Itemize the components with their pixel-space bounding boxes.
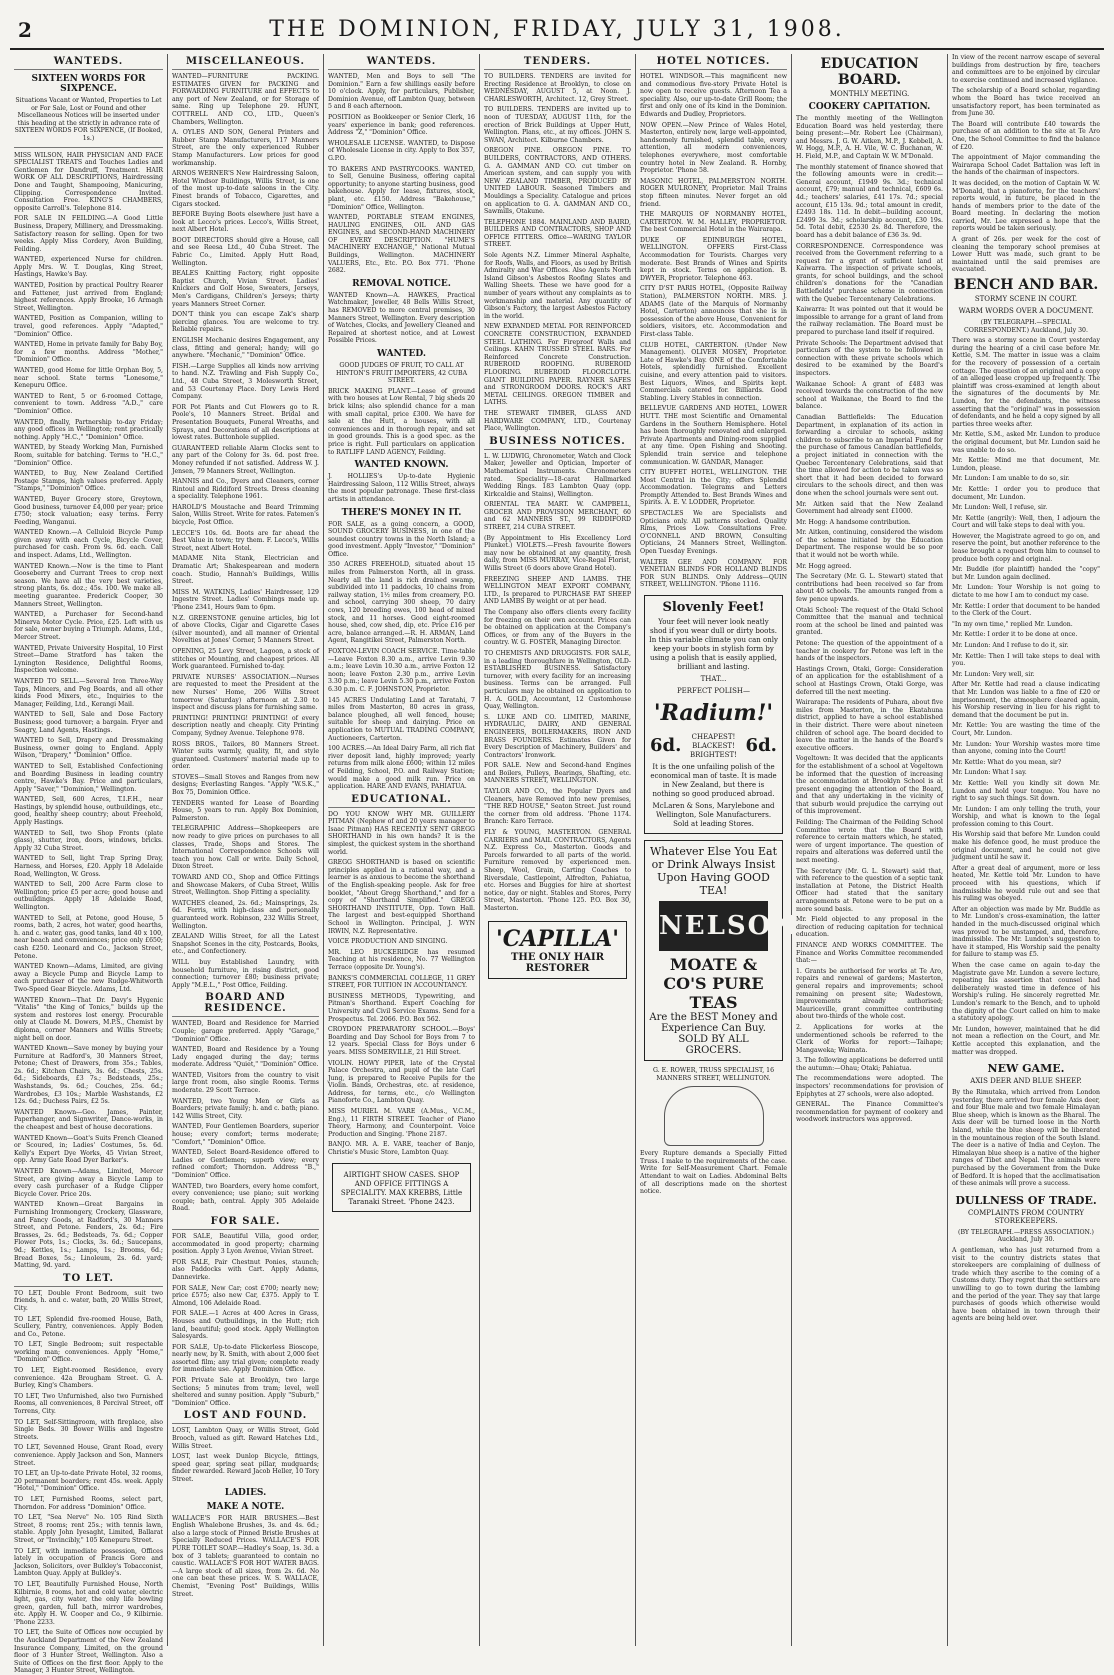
article-body [952, 54, 1100, 274]
article-headline: EDUCATION BOARD. [820, 56, 919, 88]
article-paragraph: His Worship said that before Mr. Lundon could make his defence good, he must produce the original document, and he could not give judgment until he saw it. [952, 831, 1100, 862]
classified-ad: FOR SALE, Pair Chestnut Ponies, staunch; also Paddocks with Cart. Apply Adams, Dannevirke. [172, 1258, 319, 1281]
classified-ad: FOR SALE, as a going concern, a GOOD, SOUND GROCERY BUSINESS, in one of the soundest country towns in the North Island; a good investment. Apply "Investor," "Dominion" Office. [328, 520, 475, 558]
advert-text: SOLD BY ALL GROCERS. [678, 1034, 749, 1056]
classified-ad: FOR SALE.—1 Acres at 400 Acres in Grass, Houses and Outbuildings, in the Hutt; rich land, beautiful; good stock. Apply Wellington Salesyards. [172, 1310, 319, 1341]
ad-text: GOOD JUDGES OF FRUIT, TO CALL AT HINTON'S FRUIT IMPORTERS, 42 CUBA STREET. [335, 362, 468, 385]
article-paragraph: 2. Applications for works at the undermentioned schools be referred to the Clerk of Works for report:—Taihape; Mangaweka; Waimata. [796, 1023, 943, 1054]
dateline: (BY TELEGRAPH.—SPECIAL CORRESPONDENT.) Auckland, July 30. [964, 319, 1088, 334]
article-paragraph: FINANCE AND WORKS COMMITTEE. The Finance and Works Committee recommended that:— [796, 941, 943, 965]
classified-ad: TO LET, Two Unfurnished, also two Furnished Rooms, all conveniences, 8 Percival Street, off Torrens, City. [14, 1392, 163, 1416]
section-heading: WANTEDS. [14, 56, 163, 70]
article-paragraph: Private Schools: The Department advised that particulars of the system to be followed in connection with these private schools which desired to be examined by the Board's inspectors. [796, 339, 943, 377]
classified-ad: POSITION as Bookkeeper or Senior Clerk, 16 years' experience in bank; good references. Address "Z," "Dominion" Office. [328, 113, 475, 137]
classified-ad: STOVES—Small Stoves and Ranges from new designs; Everlasting Ranges. "Apply "W.S.K.," Box 75, Dominion Office. [172, 773, 319, 797]
article-paragraph: Otaki School: The request of the Otaki School Committee that the manual and technical room at the school be lined and painted was granted. [796, 606, 943, 637]
column-miscellaneous [168, 54, 324, 1646]
classified-ad: WANTED, a Purchaser for Second-hand Minerva Motor Cycle. Price, £25. Left with us for sale, owner buying a Triumph. Adams, Ltd., Mercer Street. [14, 611, 163, 641]
article-paragraph: Mr. Hogg agreed. [796, 562, 852, 570]
radium-logo: 'Radium!' [653, 700, 774, 726]
column-hotels [636, 54, 799, 1646]
classified-ad: FOR SALE. New and Second-hand Engines and Boilers, Pulleys, Bearings, Shafting, etc. MANNERS STREET, WELLINGTON. [484, 762, 631, 785]
classified-ad: TO LET, Single Bedroom; suit respectable working man; conveniences. Apply "Home," "Dominion" Office. [14, 1341, 163, 1364]
classified-ad: BELLEVUE GARDENS AND HOTEL, LOWER HUTT. THE most Scientific and Ornamental Gardens in the Southern Hemisphere. Hotel has been thoroughly renovated and enlarged. Private Apartments and Dining-room supplied at any time. Open Fishing and Shooting. Splendid train service and telephone communication. W. GANDAR, Manager. [640, 405, 787, 466]
article-paragraph: Feilding: The Chairman of the Feilding School Committee wrote that the Board with reference to certain matters which, he stated, were of urgent importance. The question of repairs and alterations was deferred until the next meeting. [796, 819, 943, 865]
classified-ad: FOR SALE, Up-to-date Flickerless Bioscope, nearly new, by R. Smith, with about 2,000 feet assorted film; any trial given; complete ready for immediate use. Apply Dominion Office. [172, 1343, 319, 1374]
classified-ad: WANTED to Sell, at Petone, good House, 5 rooms, bath, 2 acres, hot water, good hearths, h. and c. water, gas, good tanks, land 40 x 100, near beach and conveniences; price only £650; cash £250. Leonard and Co., Jackson Street, Petone. [14, 914, 163, 960]
classified-ad: WANTED Known—Goat's Suits French Cleaned or Scoured, in; Ladies' Costumes, 5s. 6d. Kelly's Expert Dye Works, 45 Vivian Street, opp. Army Gate Road Dyer Barker's. [14, 1134, 163, 1165]
classified-ad: WANTED to Rent, 5 or 6-roomed Cottage, convenient to town. Address "A.D.," care "Dominion" Office. [14, 392, 163, 415]
classified-ad: FOR SALE, Beautiful Villa, good order, accommodated in good property; charming position. Apply 3 Lyon Avenue, Vivian Street. [172, 1232, 319, 1256]
classified-ad: WHOLESALE LICENSE. WANTED, to Dispose of Wholesale License in city. Apply to Box 357, G.P.O. [328, 139, 475, 162]
classified-ad: WANTED Known—Adams, Limited, Mercer Street, are giving away a Bicycle Lamp to every cash purchaser of a Rudge Clipper Bicycle Cover. Price 20s. [14, 1168, 163, 1198]
article-paragraph: Wairarapa: The residents of Puhara, about five miles from Masterton, in the Ekatahuna district, applied to have a school established in their district. There were about nineteen children of school age. The board decided to leave the matter in the hands of the Board's executive officers. [796, 699, 943, 752]
dateline: (BY TELEGRAPH.—PRESS ASSOCIATION.) Auckland, July 30. [958, 1228, 1094, 1244]
page-number: 2 [18, 18, 32, 42]
capilla-tagline: THE ONLY HAIR RESTORER [510, 951, 605, 974]
classified-ad: WANTED—FURNITURE PACKING. ESTIMATES GIVEN for PACKING and FORWARDING FURNITURE and EFFECTS to any port of New Zealand, or for Storage of same. Ring up Telephone 29. HUNT, COTTRELL AND CO., LTD., Queen's Chambers, Wellington. [172, 73, 319, 126]
article-paragraph: "In my own time," replied Mr. Lundon. [952, 620, 1073, 628]
article-body [952, 337, 1100, 1056]
ad-list [172, 73, 319, 989]
section-heading: EDUCATIONAL. [328, 794, 475, 808]
classified-ad: TO LET, Sevenned House, Grant Road, every convenience. Apply Jackson and Son, Manners Street. [14, 1444, 163, 1467]
advert-headline: Whatever Else You Eat or Drink Always Insist Upon Having GOOD TEA! [649, 845, 778, 897]
classified-ad: LOST, Lambton Quay, or Willis Street, Gold Brooch, valued as gift. Reward Hatches Ltd., Willis Street. [172, 1427, 319, 1450]
masthead [10, 14, 1104, 50]
classified-ad: MR. LEO BUCKERIDGE has resumed Teaching at his residence, No. 77 Wellington Terrace (opposite Dr. Young's). [328, 948, 475, 971]
article-paragraph: Mr. Lundon: Well, I refuse, sir. [952, 504, 1048, 512]
classified-ad: 145 ACRES Undulating Land at Taratahi, 7 miles from Masterton, 80 acres in grass, balance ploughed, all well fenced, house; suitable for sheep and dairying. Price on application to MUTUAL TRADING COMPANY, Auctioneers, Carterton. [328, 696, 475, 742]
classified-ad: FOXTON-LEVIN COACH SERVICE. Time-table—Leave Foxton 8.30 a.m., arrive Levin 9.30 a.m.; leave Levin 10.30 a.m., arrive Foxton 12 noon; leave Foxton 2.30 p.m., arrive Levin 3.30 p.m.; leave Levin 5.30 p.m., arrive Foxton 6.30 p.m. C. F. JOHNSTON, Proprietor. [328, 648, 475, 693]
classified-ad: 350 ACRES FREEHOLD, situated about 15 miles from Palmerston North, all in grass. Nearly all the land is rich drained swamp, subdivided into 11 paddocks, 10 chains from railway station, 1½ miles from creamery, P.O. and school, carrying 300 sheep, 70 dairy cows, 120 breeding ewes, 100 head of mixed stock, and 11 horses. Good eight-roomed house, shed, cow shed, dip, etc. Price £16 per acre, balance arranged.—R. H. ARMAN, Land Agent, Rangitikei Street, Palmerston North. [328, 561, 475, 645]
classified-ad: TENDERS wanted for Lease of Boarding House, 5 years to run. Apply Box Dominion, Palmerston. [172, 799, 319, 822]
article-paragraph: Mr. Lundon: And I refuse to do it, sir. [952, 642, 1069, 649]
ad-text: WALLACE'S FOR HAIR BRUSHES.—Best English Whalebone Brushes, 3s. and 4s. 6d.; also a large stock of Pinned Bristle Brushes at Specially Reduced Prices. WALLACE'S FOR PURE TOILET SOAP.—Hadley's Soap, 1s. 3d. a box of 3 tablets; guaranteed to contain no caustic. WALLACE'S FOR HOT WATER BAGS.—A large stock of all sizes, from 2s. 6d. No one can beat these prices. W. S. WALLACE, Chemist, "Evening Post" Buildings, Willis Street. [172, 1514, 319, 1598]
classified-ad: Sole Agents N.Z. Limmer Mineral Asphalte, for Roofs, Walls, and Floors, as used by British Admiralty and War Offices. Also Agents North Island Gibson's Asbestos Roofing Slates and Walling Sheets. These we have good for a number of years without any complaints as to workmanship and material. Any quantity of Gibson's Factory, the largest Asbestos Factory in the world. [484, 252, 631, 320]
article-paragraph: Mr. Lundon: What I say. [952, 769, 1027, 777]
classified-ad: DON'T think you can escape Zak's sharp piercing glances. You are welcome to try. Reliable repairs. [172, 311, 319, 334]
ad-list [640, 73, 787, 589]
article-paragraph: Vogeltown: It was decided that the applicants for the establishment of a school at Vogeltown be informed that the question of increasing the accommodation at Brooklyn School is at present engaging the attention of the Board, and that any undertaking in the vicinity of that suburb would prejudice the carrying out of this improvement. [796, 755, 943, 816]
classified-ad: PRIVATE NURSES' ASSOCIATION.—Nurses are requested to meet the President at the new Nurses' Home, 206 Willis Street tomorrow (Saturday) afternoon at 2.30 to inspect and discuss plans for furnishing same. [172, 673, 319, 712]
classified-ad: BEALES Knitting Factory, right opposite Baptist Church, Vivian Street. Ladies' Knickers and Golf Hose, Sweaters, Jerseys, Men's Cardigans, Children's Jerseys; thirty years Manners Street Corner. [172, 270, 319, 308]
ad-list [328, 811, 475, 1157]
advert-text: AIRTIGHT SHOW CASES. SHOP AND OFFICE FITTINGS A SPECIALITY. MAX KREBBS, Little Taranaki Street. 'Phone 2423. [340, 1170, 463, 1206]
classified-ad: CITY BUFFET HOTEL, WELLINGTON. THE Most Central in the City; offers Splendid Accommodation. Telegrams and Letters Promptly Attended to. Best Brands Wines and Spirits. A. E. V. LODDER, Proprietor. [640, 469, 787, 507]
subheading: COOKERY CAPITATION. [808, 102, 931, 112]
column-education-board [792, 54, 948, 1646]
classified-ad: HANNIS and Co., Dyers and Cleaners, corner Rintoul and Riddiford Streets. Dress cleaning a speciality. Telephone 1961. [172, 478, 319, 501]
classified-ad: TO LET, Splendid five-roomed House, Bath, Scullery, Pantry, conveniences. Apply Boden and Co., Petone. [14, 1315, 163, 1338]
radium-advert [644, 595, 783, 834]
classified-ad: BUSINESS METHODS, Typewriting, and Pitman's Shorthand. Expert Coaching for University and Civil Service Exams. Send for a Prospectus. Tel. 2066. P.O. Box 562. [328, 992, 475, 1023]
article-paragraph: Mr. Kettle: Well you kindly sit down Mr. Lundon and hold your tongue. You have no right to say such things. Sit down. [952, 779, 1100, 803]
classified-ad: MISS WILSON, HAIR PHYSICIAN AND FACE SPECIALIST TREATS and Touches Ladies and Gentlemen for Dandruff, Treatment. HAIR WORK OF ALL DESCRIPTIONS, Hairdressing Done and Taught, Shampooing, Manicuring, Clipping. Correspondence Invited. Consultation Free. KING'S CHAMBERS, opposite Carroll's. Telephone 814. [14, 151, 163, 212]
column-bench-and-bar [948, 54, 1104, 1646]
article-paragraph: After a great deal of argument, more or less heated, Mr. Kettle told Mr. Lundon to have proceed with his questions, which if inadmissible he would rule out and see that his ruling was obeyed. [952, 864, 1100, 903]
article-paragraph: A grant of 26s. per week for the cost of cleaning the temporary school premises at Lower Hutt was made, such grant to be maintained until the said premises are evacuated. [952, 236, 1100, 274]
article-paragraph: Mr. Kettle: You are wasting the time of the Court, Mr. Lundon. [952, 722, 1100, 737]
article-paragraph: The Secretary (Mr. G. L. Stewart) said that, with reference to the question of a septic tank installation at Petone, the District Health Officer had stated that the sanitary arrangements at Petone were to be put on a more sound basis. [796, 867, 943, 913]
classified-ad: ENGLISH Mechanic desires Engagement, any class, fitting and general; handy; will go anywhere. "Mechanic," "Dominion" Office. [172, 337, 319, 360]
classified-ad: LECCE'S 10s. 6d. Boots are far ahead the Best Value in town; try them. F. Lecce's, Willis Street, next Albert Hotel. [172, 529, 319, 552]
classified-ad: WANTED Known—Adams, Limited, are giving away a Bicycle Pump and Bicycle Lamp to each purchaser of the new Rudge-Whitworth Two-Speed Gear Bicycle. Adams, Ltd. [14, 963, 163, 993]
subheading: MAKE A NOTE. [206, 1501, 285, 1512]
classified-ad: VOICE PRODUCTION AND SINGING. [328, 938, 448, 946]
newspaper-title: THE DOMINION, FRIDAY, JULY 31, 1908. [269, 17, 845, 42]
classified-ad: THE STEWART TIMBER, GLASS AND HARDWARE COMPANY, LTD., Courtenay Place, Wellington. [484, 409, 631, 433]
classified-ad: GUARANTEED reliable Alarm Clocks sent to any part of the Colony for 3s. 6d. post free. Money refunded if not satisfied. Address W. J. Jensen, 79 Manners Street, Wellington. [172, 444, 319, 475]
advert-headline: Slovenly Feet! [662, 600, 765, 615]
classified-ad: The Company also offers clients every facility for freezing on their own account. Prices can be obtained on application at the Company's Offices, or from any of the Buyers in the country. W. G. FOSTER, Managing Director. [484, 609, 631, 647]
classified-ad: FLY & YOUNG, MASTERTON. GENERAL CARRIERS and MAIL CONTRACTORS, Agents N.Z. Express Co., Masterton. Goods and Parcels forwarded to all parts of the world. Furniture removed by experienced men. Sheep, Wool, Grain, Carting Coaches to Riversdale, Castlepoint, Alfredton, Pahiatua, etc. Horses and Buggies for hire at shortest notice, day or night. Stables and Stores, Perry Street, Masterton. 'Phone 125. P.O. Box 30, Masterton. [484, 829, 631, 912]
classified-ad: WANTED, two Young Men or Girls as Boarders; private family; h. and c. bath; piano. 142 Willis Street, City. [172, 1097, 319, 1120]
article-paragraph: Mr. Kettle: I order it to be done at once. [952, 631, 1078, 639]
classified-ad: LOST, last week Dunlop Bicycle, fittings, speed gear, spring seat pillar, mudguards; finder rewarded. Reward Jacob Heller, 10 Tory Street. [172, 1453, 319, 1483]
classified-ad: WANTED, Position as Companion, willing to travel, good references. Apply "Adapted," "Dominion" Office. [14, 315, 163, 338]
classified-ad: WALTER GEE AND COMPANY. FOR VENETIAN BLINDS FOR HOLLAND BLINDS FOR SUN BLINDS. Only Address—QUIN STREET, WELLINGTON. 'Phone 1116. [640, 558, 787, 589]
classified-ad: 100 ACRES.—An Ideal Dairy Farm, all rich flat river deposit land, highly improved; yearly returns from milk alone £600; within 12 miles of Feilding, School, P.O. and Railway Station; would make a good milk run. Price on application. HARE AND EVANS, PAHIATUA. [328, 745, 475, 791]
ad-text: J. HOLLIES's Up-to-date Hygienic Hairdressing Saloon, 112 Willis Street, always the most popular patronage. These first-class artists in attendance. [328, 473, 475, 503]
classified-ad: TO LET, Furnished Rooms, select part, Thorndon. For address "Dominion" Office. [14, 1495, 163, 1511]
classified-ad: BANKS'S COMMERCIAL COLLEGE, 11 GREY STREET, FOR TUITION IN ACCOUNTANCY. [328, 974, 475, 990]
ad-list [14, 152, 163, 1270]
section-heading: BUSINESS NOTICES. [484, 436, 631, 450]
advert-text: Your feet will never look neatly shod if you wear dull or dirty boots. In this variable climate you can only keep your boots in stylish form by using a polish that is easily applied, brilliant and lasting. [649, 618, 778, 671]
classified-ad: MISS M. WATKINS, Ladies' Hairdresser, 129 Ingestre Street. Ladies' Combings made up. 'Phone 2341, Hours 9am to 6pm. [172, 588, 319, 611]
classified-ad: TELEGRAPHIC Address—Shopkeepers are now ready to give prices on purchases to all classes, Trade, Shops and Stores. The International Correspondence Schools will teach you how. Call or write. Daily School, Dixon Street. [172, 825, 319, 871]
column-wanteds [10, 54, 168, 1675]
classified-ad: WANTED, Sell, 600 Acres, T.I.F.H., near Hastings, by splendid house, outbuildings, etc., good, healthy sheep country; about Freehold, Apply Hastings. [14, 796, 163, 827]
classified-ad: NEW EXPANDED METAL FOR REINFORCED CONCRETE CONSTRUCTION, EXPANDED STEEL LATHING. For Fireproof Walls and Ceilings. KAHN TRUSSED STEEL BARS. For Reinforced Concrete Construction. RUBEROID ROOFING. RUBEROID FLOORING. RUBEROID FLOORCLOTH. GIANT BUILDING PAPER. RAYNER SAFES and STRONGROOM DOORS. ROCK'S ART METAL CEILINGS. OREGON TIMBER and LATHS. [484, 323, 631, 407]
article-paragraph: 3. The following applications be deferred until the autumn:—Ohau; Otaki; Pahiatua. [796, 1057, 943, 1072]
article-headline: DULLNESS OF TRADE. [955, 1193, 1097, 1207]
classified-ad: WANTED to Sell, Sale and Dose Factory Business; good turnover; a bargain. Fryer and Seagry, Land Agents, Hastings. [14, 711, 163, 734]
classified-ad: MADAME Nita Stank, Electrician and Dramatic Art; Shakespearean and modern coach. Studio, Hannah's Buildings, Willis Street. [172, 555, 319, 586]
nelson-tea-advert [644, 840, 799, 1061]
article-paragraph: Hastings Crown, Otaki, Gorge: Consideration of an application for the establishment of a school at Hastings Crown, Otaki Gorge, was deferred till the next meeting. [796, 665, 943, 696]
advert-text: McLaren & Sons, Marylebone and Wellington, Sole Manufacturers. Sold at leading Stores. [652, 802, 775, 828]
advert-text: MOATE & CO'S PURE TEAS [663, 955, 764, 1012]
ad-text: Every Rupture demands a Specially Fitted Truss. I make to the requirements of the case. Write for Self-Measurement Chart. Female Attendant to wait on Ladies. Abdominal Belts of all descriptions made on the shortest notice. [640, 1150, 787, 1196]
classified-ad: WANTED Known.—Now is the time to Plant Gooseberry and Currant Trees to crop next season. We have all the very best varieties, strong plants, 6s. doz.; 45s. 100. We make all-meeting guarantee. Frederick Cooper, 30 Manners Street, Wellington. [14, 562, 163, 608]
classified-ad: FOR SALE, New Car; cost £700; nearly new; price £575; also new Car, £375. Apply to T. Almond, 106 Adelaide Road. [172, 1284, 319, 1307]
classified-ad: WANTED TO SELL.—Several Iron Three-Way Taps, Mincers, and Peg Boards, and all other kinds Food Mixers, etc., Inquiries to the Manager, Feilding, Ltd., Kerangi Mail. [14, 677, 163, 708]
nelson-logo: NELSON [659, 901, 768, 951]
classified-ad: WANTED, finally, Partnership to-day Friday; any good offices in Wellington; rent practically nothing. Apply "H.C.," "Dominion" Office. [14, 418, 163, 441]
classified-ad: WANTED Known.—A Celluloid Bicycle Pump given away with each Cycle, Bicycle Cover, purchased for cash. From 9s. 6d. each. Call and inspect. Adams, Ltd., Wellington. [14, 529, 163, 560]
article-paragraph: Kaiwarra: It was pointed out that it would be impossible to arrange for a grant of land from the railway reclamation. The Board must be prepared to purchase land itself if required. [796, 306, 943, 337]
advert-text: It is the one unfailing polish of the economical man of taste. It is made in New Zealand, but there is nothing so good produced abroad. [650, 763, 777, 798]
article-paragraph: Mr. Lundon: Your Worship is not going to dictate to me how I am to conduct my case. [952, 584, 1100, 600]
article-paragraph: In view of the recent narrow escape of several buildings from destruction by fire, teachers and committees are to be enjoined by circular to exercise continued and increased vigilance. [952, 54, 1100, 84]
column-tenders [480, 54, 636, 1646]
classified-ad: SPECTACLES We are Specialists and Opticians only. All patterns stocked. Quality Rims, Prices Low. Consultations Free. O'CONNELL AND BROWN, Consulting Opticians, 24 Manners Street, Wellington. Open Tuesday Evenings. [640, 510, 787, 556]
article-paragraph: By the Rimutaka, which arrived from London yesterday, there arrived four female Axis deer, and four Blue male and two female Himalayan Blue sheep, which is known as the Bharal. The Axis deer will be turned loose in the North Island, while the blue sheep will be liberated in the mountainous region of the South Island. The deer is a native of India and Ceylon. The Himalayan blue sheep is a native of the higher ranges of Tibet and Nepal. The animals were purchased by the Government from the Duke of Bedford. It is hoped that the acclimatisation of these animals will prove a success. [952, 1089, 1100, 1188]
ad-text: WANTED Known—A. HAWKES, Practical Watchmaker, Jeweller, 48 Bells Willis Street, has REMOVED to more central premises, 30 Manners Street, Wellington. Every description of Watches, Clocks, and Jewellery Cleaned and Repaired at shortest notice, and at Lowest Possible Prices. [328, 291, 475, 345]
classified-ad: WANTED, good Home for little Orphan Boy, 5, near school. State terms "Lonesome," Kenepuru Office. [14, 367, 163, 390]
article-paragraph: Mr. Lundon: I am unable to do so, sir. [952, 475, 1070, 483]
classified-ad: WANTED to Sell, 200 Acre Farm close to Wellington; price £5 per acre; good house and outbuildings. Apply 18 Adelaide Road, Wellington. [14, 881, 163, 911]
classified-ad: BANJO. MR. A. E. VARE, teacher of Banjo, Christie's Music Store, Lambton Quay. [328, 1141, 475, 1157]
classified-ad: BOOT DIRECTORS should give a House, call and see Reesa Ltd., 40 Cuba Street. The Fabric Co., Limited. Apply Hutt Road, Wellington. [172, 236, 319, 267]
article-paragraph: However, the Magistrate agreed to go on, and reserve the point, but another reference to the lease brought a request from him to counsel to produce both copy and original. [952, 532, 1100, 563]
article-paragraph: After an objection was made by Mr. Buddle as to Mr. Lundon's cross-examination, the latter handed in the much-discussed original which was proved to be unstamped, and, therefore, inadmissible. The Mr. Lundon's suggestion to have it stamped, His Worship said the penalty for failure to stamp was £5. [952, 905, 1100, 959]
ad-list [328, 521, 475, 791]
classified-ad: DO YOU KNOW WHY MR. GUILLERY PITMAN (Nephew of and 20 years manager to Isaac Pitman) HAS RECENTLY SENT GREGG SHORTHAND in his own hands? It is the simplest, the quickest system in the shorthand world. [328, 810, 475, 856]
classified-ad: TO BUILDERS. TENDERS are invited up to noon of TUESDAY, AUGUST 11th, for the erection of Brick Buildings at Upper Hutt, Wellington. Plans, etc., at my offices. JOHN S. SWAN, Architect. Kilburne Chambers. [484, 106, 631, 144]
classified-ad: VIOLIN. HOWY PIPER, late of the Crystal Palace Orchestra, and pupil of the late Carl Jung, is prepared to Receive Pupils for the Violin. Bands, Orchestras, etc. at residence, Address, for terms, etc., c/o Wellington Pianoforte Co., Lambton Quay. [328, 1059, 475, 1105]
classified-ad: WANTED, Position by practical Poultry Rearer and Fattener, just arrived from England; highest references. Apply Brooke, 16 Armagh Street, Wellington. [14, 282, 163, 312]
classified-ad: TELEPHONE 1884. MAINLAND AND BAIRD, BUILDERS AND CONTRACTORS, SHOP AND OFFICE FITTERS. Office—WARING TAYLOR STREET. [484, 218, 631, 249]
classified-ad: TO BAKERS AND PASTRYCOOKS. WANTED, to Sell, Genuine Business, offering capital opportunity; to anyone starting business, good bakehouse. Apply for lease, fixtures, stock, plant, etc. £150. Address "Bakehouse," "Dominion" Office, Wellington. [328, 165, 475, 211]
classified-ad: CROYDON PREPARATORY SCHOOL.—Boys' Boarding and Day School for Boys from 7 to 12 years. Special Class for Boys under 6 years. MISS SOMERVILLE, 21 Hill Street. [328, 1026, 475, 1056]
article-paragraph: The monthly meeting of the Wellington Education Board was held yesterday, there being present:—Mr. Robert Lee (Chairman), and Messrs. J. G. W. Aitken, M.P., J. Kebbell, A. W. Hogg, M.P., A. H. Vile, W. C. Buchanan, W. H. Field, M.P., and Captain W. W. M'Donald. [796, 115, 943, 160]
article-paragraph: After Mr. Kettle had read a clause indicating that Mr. Lundon was liable to a fine of £20 or imprisonment, the atmosphere cleared again, his Worship reserving in lieu for his right to demand that the document be put in. [952, 681, 1100, 719]
ad-list [172, 1233, 319, 1407]
classified-ad: WANTED Known—Save money by buying your Furniture at Radford's, 30 Manners Street, Petone; Chest of Drawers, from 35s.; Tables, 2s. 6d.; Kitchen Chairs, 3s. 6d.; Chests, 25s. 6d.; Sideboards, £3 7s.; Bedsteads, 25s.; Washstands, 9s. 6d.; Couches, 25s. 6d.; Wardrobes, £3 10s.; Marble Washstands, £2 12s. 6d.; Duchess Pairs, £2 5s. [14, 1045, 163, 1106]
classified-ad: WANTED, by Steady Working Man, Furnished Room, suitable for batching. Terms to "H.C.," "Dominion" Office. [14, 444, 163, 467]
price: 6d. [650, 734, 682, 756]
article-subhead: WARM WORDS OVER A DOCUMENT. [958, 307, 1094, 316]
ad-list [484, 453, 631, 913]
article-paragraph: Mr. Kettle: Then I will take steps to deal with you. [952, 652, 1100, 668]
classified-ad: FOR Pot Plants and Cut Flowers go to R. Poole's, 10 Manners Street. Bridal and Presentation Bouquets, Funeral Wreaths, and Sprays, and Decorations of all descriptions at lowest rates. Buttonhole supplied. [172, 403, 319, 442]
ad-text: BRICK MAKING PLANT.—Lease of ground with two houses at Low Rental, 7 big sheds 20 brick kilns; also splendid chance for a man with small capital, price £300. We have for sale at the Hutt, a houses, with all conveniences and in thorough repair, and set in good grounds. This is a good spec. as the price is right. Full particulars on application to RATLIFF LAND AGENCY, Feilding. [328, 387, 475, 456]
article-paragraph: The scholarship of a Board scholar, regarding whom the Board has twice received an unsatisfactory report, has been terminated as from June 30. [952, 87, 1100, 118]
advert-text: PERFECT POLISH— [676, 687, 751, 695]
classified-ad: OPENING, 25 Levy Street, Lagoon, a stock of stitches or Mounting, and cheapest prices. All Work guaranteed. Furnished to-day. [172, 647, 319, 671]
classified-ad: MASONIC HOTEL, PALMERSTON NORTH. ROGER MULRONEY, Proprietor. Mail Trains stop fifteen minutes. Never forget an old friend. [640, 177, 787, 208]
classified-ad: HOTEL WINDSOR.—This magnificent new and commodious five-story Private Hotel is now open to receive guests. Afternoon Tea a speciality. Also, our up-to-date Grill Room; the first and only one of its kind in the Dominion. Edwards and Dudley, Proprietors. [640, 73, 787, 118]
article-body [796, 115, 943, 1124]
classified-ad: WANTED to Sell, Drapery and Dressmaking Business, owner going to England. Apply Wilson, "Drapery," "Dominion" Office. [14, 737, 163, 760]
article-paragraph: Mr. Aitken, continuing, considered the wisdom of the scheme initiated by the Education Department. The response would be so poor that it would not be worth while. [796, 529, 943, 560]
section-heading: WANTEDS. [328, 56, 475, 70]
classified-ad: ZEALAND Willis Street, for all the Latest Snapshot Scenes in the city, Postcards, Books, etc., and Confectionery. [172, 933, 319, 956]
advert-text: CHEAPEST! BLACKEST! BRIGHTEST! [690, 733, 737, 759]
classified-ad: WATCHES cleaned, 2s. 6d.; Mainsprings, 2s. 6d. Ferris, with high-class and personally guaranteed work. Robinson, 232 Willis Street, Wellington. [172, 899, 319, 930]
classified-ad: BEFORE Buying Boots elsewhere just have a look at Lecco's prices. Lecco's, Willis Street, next Albert Hotel. [172, 211, 319, 234]
subheading: REMOVAL NOTICE. [352, 278, 451, 289]
classified-ad: TO LET, with immediate possession, Offices lately in occupation of Francis Gore and Jackson, Solicitors, over Bulkley's Tobacconist, Lambton Quay. Apply at Bulkley's. [14, 1547, 163, 1578]
intro-text: Situations Vacant or Wanted, Properties to Let or For Sale, Lost or Found and other Miscellaneous Notices will be inserted under this heading at the strictly in advance rate of SIXTEEN WORDS FOR SIXPENCE, (If Booked, 1s.) [14, 97, 163, 142]
article-paragraph: The Secretary (Mr. G. L. Stewart) stated that contributions had been received so far from about 40 schools. The amounts ranged from a few pence upwards. [796, 573, 943, 604]
classified-ad: OREGON PINE. OREGON PINE. TO BUILDERS, CONTRACTORS, AND OTHERS. G. A. GAMMAN AND CO. cut timber on American system, and can supply you with NEW ZEALAND TIMBER, PRODUCED BY UNITED LABOUR. Seasoned Timbers and Mouldings a Speciality. Catalogue and prices on application to G. A. GAMMAN AND CO., Sawmills, Otakune. [484, 147, 631, 216]
article-subhead: MONTHLY MEETING. [829, 90, 910, 98]
article-paragraph: Mr. Lundon: Very well, sir. [952, 670, 1035, 678]
article-paragraph: 1. Grants be authorised for works at Te Aro, repairs and renewal of gardens; Masterton, general repairs and improvements; school remaining on present site; Wadestown, improvements already authorised; Mauriceville, grant committee contributing about two-thirds of the whole cost. [796, 967, 943, 1021]
classified-ad: WANTED, Four Gentlemen Boarders, superior house; every comfort; terms moderate; "Comfort," "Dominion" Office. [172, 1123, 319, 1146]
classified-ad: CITY D'ST PARIS HOTEL, (Opposite Railway Station), PALMERSTON NORTH. MRS. J. ADAMS (late of the Marquis of Normanby Hotel, Carterton) announces that she is in possession of the above House, Convenient for soldiers, visitors, etc. Accommodation and First-class Table. [640, 285, 787, 338]
article-paragraph: Canadian Battlefields: The Education Department, in explanation of its action in forwarding a circular to schools, asking children to subscribe to an Imperial Fund for the purchase of famous Canadian battlefields, a project initiated in connection with the Quebec Tercentenary Celebrations, said that the time allowed for action to be taken was so short that it had been decided to forward circulars to the schools direct, and then was done when the school journals were sent out. [796, 413, 943, 497]
article-subhead: COMPLAINTS FROM COUNTRY STOREKEEPERS. [968, 1208, 1084, 1225]
article-paragraph: Mr. Kettle (angrily): Well, then, I adjourn the Court and will take steps to deal with you. [952, 514, 1100, 530]
classified-ad: WANTED, experienced Nurse for children. Apply Mrs. W. T. Douglas, King Street, Hastings, Hawke's Bay. [14, 256, 163, 279]
article-paragraph: Mr. Field objected to any proposal in the direction of reducing capitation for technical education. [796, 916, 943, 939]
section-heading: BOARD AND RESIDENCE. [172, 992, 319, 1017]
classified-ad: TO LET, Beautifully Furnished House, North Kilbirnie, 8 rooms, hot and cold water, electric light, gas, city water, the only life bowling green, garden, full bath, mirror wardrobes, etc. Apply H. W. Cooper and Co., 9 Kilbirnie. 'Phone 2233. [14, 1580, 163, 1626]
capilla-advert [488, 921, 627, 979]
airtight-advert [332, 1163, 471, 1212]
classified-ad: WANTED, Visitors from the country to visit large front room, also single Rooms. Terms moderate. 29 Scott Terrace. [172, 1071, 319, 1095]
columns [10, 54, 1104, 1675]
classified-ad: TO LET, Double Front Bedroom, suit two friends, h. and c. water, bath, 20 Willis Street, City. [14, 1289, 163, 1312]
classified-ad: WANTED, Board and Residence by a Young Lady engaged during the day; terms moderate. Address "Quiet," "Dominion" Office. [172, 1046, 319, 1069]
classified-ad: TO LET, an Up-to-date Private Hotel, 32 rooms, 20 permanent boarders; rent 45s. week. Apply "Hotel," "Dominion" Office. [14, 1470, 163, 1493]
classified-ad: WANTED, Private University Hospital, 10 First Street—Dame Stratford has taken the Lynington Residence, Delightful Rooms, Inspection welcome. [14, 644, 163, 675]
article-paragraph: CORRESPONDENCE. Correspondence was received from the Government referring to a request for a grant of sufficient land at Kaiwarra. The inspection of private schools, grants, for school buildings, and the school children's donations for the "Canadian Battlefields" purchase scheme in connection with the Quebec Tercentenary Celebrations. [796, 242, 943, 303]
classified-ad: FREEZING SHEEP AND LAMBS. THE WELLINGTON MEAT EXPORT COMPANY, LTD., Is prepared to PURCHASE FAT SHEEP AND LAMBS By weight or at per head. [484, 575, 631, 606]
classified-ad: TOWARD AND CO., Shop and Office Fittings and Showcase Makers, of Cuba Street, Willis Street, Wellington. Shop Fitting a speciality. [172, 874, 319, 897]
article-paragraph: There was a stormy scene in Court yesterday during the hearing of a civil case before Mr. Kettle, S.M. The matter in issue was a claim for the recovery of possession of a certain cottage. The question of an original and a copy of an alleged lease cropped up frequently. The plaintiff was cross-examined at length about the signatures of the documents by Mr. Lundon, for the defendants, the witness asserting that the "original" was in possession of defendants, and he held a copy signed by all parties three weeks after. [952, 337, 1100, 428]
article-paragraph: GENERAL. The Finance Committee's recommendation for payment of cookery and woodwork instructors was approved. [796, 1101, 943, 1124]
classified-ad: WANTED Known—That Dr. Davy's Hygenic "Vitalis" "the King of Tonics," builds up the system and restores lost energy. Procurable only at Claude M. Dowers, M.P.S., Chemist by diploma, corner Manners and Willis Streets; night bell on door. [14, 996, 163, 1042]
ad-text: G. E. ROWER, TRUSS SPECIALIST, 16 MANNERS STREET, WELLINGTON. [652, 1067, 775, 1082]
classified-ad: WILL buy Established Laundry, with household furniture, in rising district, good connection; turnover £80; business private; Apply "M.E.L.," Post Office, Feilding. [172, 958, 319, 989]
ad-list [172, 1427, 319, 1483]
classified-ad: CLUB HOTEL, CARTERTON. (Under New Management). OLIVER MOSEY, Proprietor. Late of Hawke's Bay. ONE of the Comfortable Hotels, splendidly furnished. Excellent cuisine, and every attention paid to visitors. Best Liquors, Wines, and Spirits kept. Commercials catered for. Billiards. Good Stabling. Livery Stables in connection. [640, 341, 787, 402]
ad-list [14, 1290, 163, 1675]
classified-ad: WANTED to Sell, light Trap Spring Dray, Harness, and Horses, £20. Apply 18 Adelaide Road, Wellington, W. Gross. [14, 855, 163, 878]
section-heading: FOR SALE. [172, 1216, 319, 1230]
article-paragraph: When the case came on again to-day the Magistrate gave Mr. Lundon a severe lecture, repeating his assertion that counsel had deliberately wasted time in defence of his Worship's ruling. He sincerely regretted Mr. Lundon's remark to the Bench, and to uphold the dignity of the Court called on him to make a statutory apology. [952, 961, 1100, 1023]
classified-ad: WANTED to Sell, two Shop Fronts (plate glass), shutter, iron, doors, windows, bricks. Apply 32 Cuba Street. [14, 829, 163, 852]
article-paragraph: Waikanae School: A grant of £483 was received towards the construction of the new school at Waikanae, the Board to find the balance. [796, 380, 943, 411]
section-heading: HOTEL NOTICES. [640, 56, 787, 70]
article-paragraph: The Board will contribute £40 towards the purchase of an addition to the site at Te Aro One, the School Committee to find the balance of £20. [952, 120, 1100, 151]
classified-ad: WANTED, PORTABLE STEAM ENGINES, HAULING ENGINES, OIL AND GAS ENGINES, and SECOND-HAND MACHINERY OF EVERY DESCRIPTION. "HUME'S MACHINERY EXCHANGE," National Mutual Buildings, Wellington. MACHINERY VALUERS, Etc., Etc. P.O. Box 771. 'Phone 2682. [328, 214, 475, 275]
classified-ad: WANTED, to Buy, New Zealand Certified Postage Stamps, high values preferred. Apply "Stamps," "Dominion" Office. [14, 470, 163, 493]
ad-list [328, 73, 475, 275]
classified-ad: HAROLD'S Moustache and Beard Trimming Salon, Willis Street. Write for rates. Fatemen's bicycle, Post Office. [172, 503, 319, 527]
section-heading: TO LET. [14, 1273, 163, 1287]
article-subhead: AXIS DEER AND BLUE SHEEP. [970, 1077, 1082, 1086]
section-heading: TENDERS. [484, 56, 631, 70]
article-paragraph: Mr. Kettle, S.M., asked Mr. Lundon to produce the original document, but Mr. Lundon said he was unable to do so. [952, 431, 1100, 454]
article-subhead: STORMY SCENE IN COURT. [974, 295, 1078, 304]
truss-illustration [664, 1086, 764, 1146]
article-headline: NEW GAME. [987, 1062, 1065, 1076]
article-paragraph: Mr. Lundon: I am only telling the truth, your Worship, and what is known to the legal profession coming to this Court. [952, 805, 1100, 828]
section-heading: MISCELLANEOUS. [172, 56, 319, 70]
article-headline: BENCH AND BAR. [953, 277, 1099, 294]
subheading: THERE'S MONEY IN IT. [341, 507, 462, 518]
price: 6d. [745, 734, 777, 756]
article-paragraph: The appointment of Major commanding the Wairarapa School Cadet Battalion was left in the hands of the chairman of inspectors. [952, 154, 1100, 177]
classified-ad: ARNOS WERNER'S New Hairdressing Saloon, Hotel Windsor Buildings, Willis Street, is one of the most up-to-date saloons in the City. Finest brands of Tobacco, Cigarettes, and Cigars stocked. [172, 170, 319, 208]
classified-ad: TO LET, Eight-roomed Residence, every convenience. 42a Brougham Street. G. A. Burley, King's Chambers. [14, 1367, 163, 1390]
classified-ad: TAYLOR AND CO., the Popular Dyers and Cleaners, have Removed into new premises, "THE RED HOUSE," Seaton Street. Just round the corner from old address. 'Phone 1174. Branch: Karo Terrace. [484, 788, 631, 826]
subheading: WANTED. [377, 349, 426, 359]
classified-ad: WANTED, Men and Boys to sell "The Dominion." Earn a few shillings easily before 10 o'clock. Apply, for particulars, Publisher, Dominion Avenue, off Lambton Quay, between 5 and 8 each afternoon. [328, 73, 475, 111]
article-paragraph: Mr. Kettle: I order that document to be handed to the Clerk of the Court. [952, 602, 1100, 618]
classified-ad: FISH.—Large Supplies all kinds now arriving to hand. N.Z. Trawling and Fish Supply Co., Ltd., 48 Cuba Street, 3 Molesworth Street, and 53 Courtenay Place. Dory Lewis Herd Company. [172, 362, 319, 401]
article-paragraph: Petone: The question of the appointment of a teacher in cookery for Petone was left in the hands of the inspectors. [796, 640, 943, 663]
article-paragraph: Mr. Buddle (for plaintiff) handed the "copy" but Mr. Lundon again declined. [952, 566, 1100, 581]
classified-ad: MISS MURIEL M. VARE (A.Mus., V.C.M., Eng.), 11 FIRTH STREET. Teacher of Piano Theory, Harmony, and Counterpoint. Voice Production and Singing. 'Phone 2187. [328, 1108, 475, 1138]
ad-list [484, 73, 631, 433]
classified-ad: TO BUILDERS. TENDERS are invited for Erecting Residence at Brooklyn, to close on WEDNESDAY, AUGUST 5, at Noon. J. CHARLESWORTH, Architect. 12, Grey Street. [484, 73, 631, 103]
article-paragraph: Mr. Lundon: Your Worship wastes more time than anyone, coming into the Court! [952, 740, 1100, 756]
classified-ad: ROSS BROS., Tailors, 80 Manners Street. Winter suits warmly, quality, fit, and style guaranteed. Customers' material made up to order. [172, 740, 319, 771]
subheading: SIXTEEN WORDS FOR SIXPENCE. [31, 74, 146, 94]
classified-ad: PRINTING! PRINTING! PRINTING! of every description neatly and cheaply. City Printing Company, Sydney Avenue. Telephone 978. [172, 714, 319, 737]
classified-ad: ORIENTAL TEA MART. W. CAMPBELL, GROCER AND PROVISION MERCHANT, 60 and 62 MANNERS ST., 99 RIDDIFORD STREET, 214 CUBA STREET. [484, 501, 631, 532]
article-paragraph: Mr. Aitken said that the New Zealand Government had already sent £1000. [796, 500, 943, 516]
article-paragraph: Mr. Kettle: What do you mean, sir? [952, 758, 1062, 766]
article-paragraph: A gentleman, who has just returned from a visit to the country districts states that storekeepers are complaining of dullness of trade which they ascribe to the coming of a Customs duty. They regret that the settlers are unwilling to go to town during the lambing and the period of the year. They say that large purchases of goods which otherwise would have been obtained in town through their agents are being held over. [952, 1247, 1100, 1323]
classified-ad: WANTED, Buyer Grocery store, Greytown, Good business, turnover £4,000 per year; price £750; stock valuation; easy terms. Ferry Feeding, Wanganui. [14, 495, 163, 526]
article-paragraph: Mr. Kettle: I order you to produce that document, Mr. Lundon. [952, 485, 1100, 501]
article-paragraph: Mr. Hogg: A handsome contribution. [796, 518, 911, 526]
article-paragraph: Mr. Kettle: Mind me that document, Mr. Lundon, please. [952, 457, 1100, 472]
classified-ad: TO CHEMISTS AND DRUGGISTS. FOR SALE, in a leading thoroughfare in Wellington, OLD-ESTABLISHED BUSINESS. Satisfactory turnover, with every facility for an increasing business. Terms can be arranged. Full particulars may be obtained on application to H. A. GOLD, Accountant, 12 Customhouse Quay, Wellington. [484, 649, 631, 711]
classified-ad: WANTED, Home in private family for Baby Boy, for a few months. Address "Mother," "Dominion" Office. [14, 341, 163, 364]
subheading: LADIES. [224, 1487, 267, 1498]
classified-ad: NOW OPEN.—New Prince of Wales Hotel, Masterton, entirely new, large well-appointed, handsomely furnished, splendid table, every attention, all modern conveniences, telephones everywhere, most comfortable country hotel in New Zealand. R. Hornby, Proprietor. 'Phone 58. [640, 121, 787, 175]
classified-ad: FOR Private Sale at Brooklyn, two large Sections; 5 minutes from tram; level, well sheltered and sunny position. Apply "Suburb," "Dominion" Office. [172, 1377, 319, 1407]
advert-text: THAT... [700, 675, 727, 683]
article-paragraph: The recommendations were adopted. The inspectors' recommendations for provision of Epiphytes at 27 schools, were also adopted. [796, 1075, 943, 1098]
classified-ad: TO LET, Self-Sittingroom, with fireplace, also Single Beds. 30 Bower Willis and Ingestre Streets. [14, 1418, 163, 1441]
classified-ad: TO LET, "Sea Nerve" No. 105 Rind Sixth Street, 8 rooms; rent 25s.; with tennis lawn, stable. Apply John Iyesaght, Limited, Ballarat Street, or "Invincibly," 105 Kenepuru Street. [14, 1514, 163, 1544]
classified-ad: WANTED Known—Geo. James, Painter, Paperhanger, and Signwriter, Dance-works, in the cheapest and best of house decorations. [14, 1108, 163, 1132]
capilla-name: 'CAPILLA' [496, 925, 619, 952]
ad-list [172, 1020, 319, 1213]
classified-ad: GREGG SHORTHAND is based on scientific principles applied in a rational way, and a learner is as anxious to become the shorthand of the English-speaking people. Ask for free booklet, "About Gregg Shorthand," and for a copy of "Shorthand Simplified." GREGG SHORTHAND INSTITUTE, Opp. Town Hall. The largest and best-equipped Shorthand School in Wellington. Principal, J. WYN IRWIN, N.Z. Representative. [328, 859, 475, 935]
classified-ad: DUKE OF EDINBURGH HOTEL, WELLINGTON. OFFERS First-Class Accommodation for Tourists. Charges very moderate. Best Brands of Wines and Spirits kept in stock. Terms on application. B. DWYER, Proprietor. Telephone 463. [640, 236, 787, 282]
classified-ad: A. OYLES AND SON, General Printers and Rubber Stamp Manufacturers, 117 Manners Street, are the only experienced Rubber Stamp Manufacturers. Low prices for good workmanship. [172, 129, 319, 167]
classified-ad: WANTED, Select Board-Residence offered to Ladies or Gentlemen; superb view; every refined comfort; Thorndon. Address "B.," "Dominion" Office. [172, 1149, 319, 1179]
classified-ad: WANTED to Sell, Established Confectioning and Boarding Business in leading country centre, Hawke's Bay. Price and particulars, Apply "Saver," "Dominion," Wellington. [14, 762, 163, 793]
classified-ad: WANTED, two Boarders, every home comfort, every convenience; use piano; suit working couple; bath, central. Apply 305 Adelaide Road. [172, 1182, 319, 1213]
classified-ad: N.Z. GREENSTONE genuine articles, big lot of above Clocks, Cigar and Cigarette Cases (silver mounted), and all manner of Oriental Novelties at Jones' Corner, 5 Manners Street. [172, 614, 319, 645]
classified-ad: THE MARQUIS OF NORMANBY HOTEL, CARTERTON. W. M. HALLEY, PROPRIETOR. The best Commercial Hotel in the Wairarapa. [640, 211, 787, 234]
article-paragraph: It was decided, on the motion of Captain W. W. M'Donald, that a pianoforte, for the teachers' reports would, in future, be placed in the hands of members prior to the date of the Board meeting. In declaring the motion carried, Mr. Lee expressed a hope that the reports would be taken seriously. [952, 179, 1100, 233]
classified-ad: L. W. LUDWIG, Chronometer, Watch and Clock Maker, Jeweller and Optician, Importer of Mathematical Instruments. Chronometers rated. Speciality—18-carat Hallmarked Wedding Rings. 183 Lambton Quay (opp. Kirkcaldie and Stains), Wellington. [484, 452, 631, 498]
subheading: WANTED KNOWN. [354, 460, 449, 471]
classified-ad: WANTED Known—Great Bargains in Furnishing Ironmongery, Crockery, Glassware, and Fancy Goods, at Radford's, 30 Manners Street, and Petone. Fenders, 2s. 6d.; Fire Brasses, 2s. 6d.; Bedsteads, 7s. 6d.; Copper Flower Pots, 1s.; Clocks, 3s. 6d.; Saucepans, 9d.; Kettles, 1s.; Lamps, 1s.; Brooms, 6d.; Bread Boxes, 5s.; Linoleum, 2s. 6d. yard; Matting, 9d. yard. [14, 1201, 163, 1270]
article-paragraph: Mr. Lundon, however, maintained that he did not mean a reflection on the Court, and Mr. Kettle accepted this explanation, and the matter was dropped. [952, 1025, 1100, 1056]
column-wanteds-2 [324, 54, 480, 1646]
classified-ad: FOR SALE IN FEILDING.—A Good Little Business, Drapery, Millinery, and Dressmaking. Satisfactory reason for selling. Open for two weeks. Apply Miss Cordery, Avon Building, Feilding. [14, 215, 163, 253]
advert-text: Are the BEST Money and Experience Can Buy. [649, 1012, 778, 1034]
section-heading: LOST AND FOUND. [172, 1410, 319, 1424]
classified-ad: (By Appointment to His Excellency Lord Plunket.) VIOLETS.—Fresh favourite flowers may now be obtained at any quantity, fresh daily, from MISS MURRAY, Vice-Regal Florist, Willis Street (6 doors above Grand Hotel). [484, 534, 631, 573]
classified-ad: TO LET, the Suite of Offices now occupied by the Auckland Department of the New Zealand Insurance Company, Limited, on the ground floor of 3 Hunter Street, Wellington. Also a Suite of Offices on the first floor. Apply to the Manager, 3 Hunter Street, Wellington. [14, 1629, 163, 1675]
classified-ad: S. LUKE AND CO. LIMITED, MARINE, HYDRAULIC, DAIRY, AND GENERAL ENGINEERS, BOILERMAKERS, IRON AND BRASS FOUNDERS. Estimates Given for Every Description of Machinery, Builders' and Contractors' Ironwork. [484, 713, 631, 759]
article-paragraph: The monthly statement of finance showed that the following amounts were in credit:—General account, £1949 9s. 3d.; technical account, £79; manual and technical, £609 6s. 4d.; teachers' salaries, £41 17s. 7d.; special account, £15 13s. 9d.; total amount in credit, £2493 18s. 11d. In debit—building account, £2499 3s. 3d.; scholarship account, £30 19s. 5d. Total debit, £2530 2s. 8d. Therefore, the board has a debit balance of £36 3s. 9d. [796, 163, 943, 239]
classified-ad: WANTED, Board and Residence for Married Couple; garage preferred. Apply "Garage," "Dominion" Office. [172, 1020, 319, 1043]
